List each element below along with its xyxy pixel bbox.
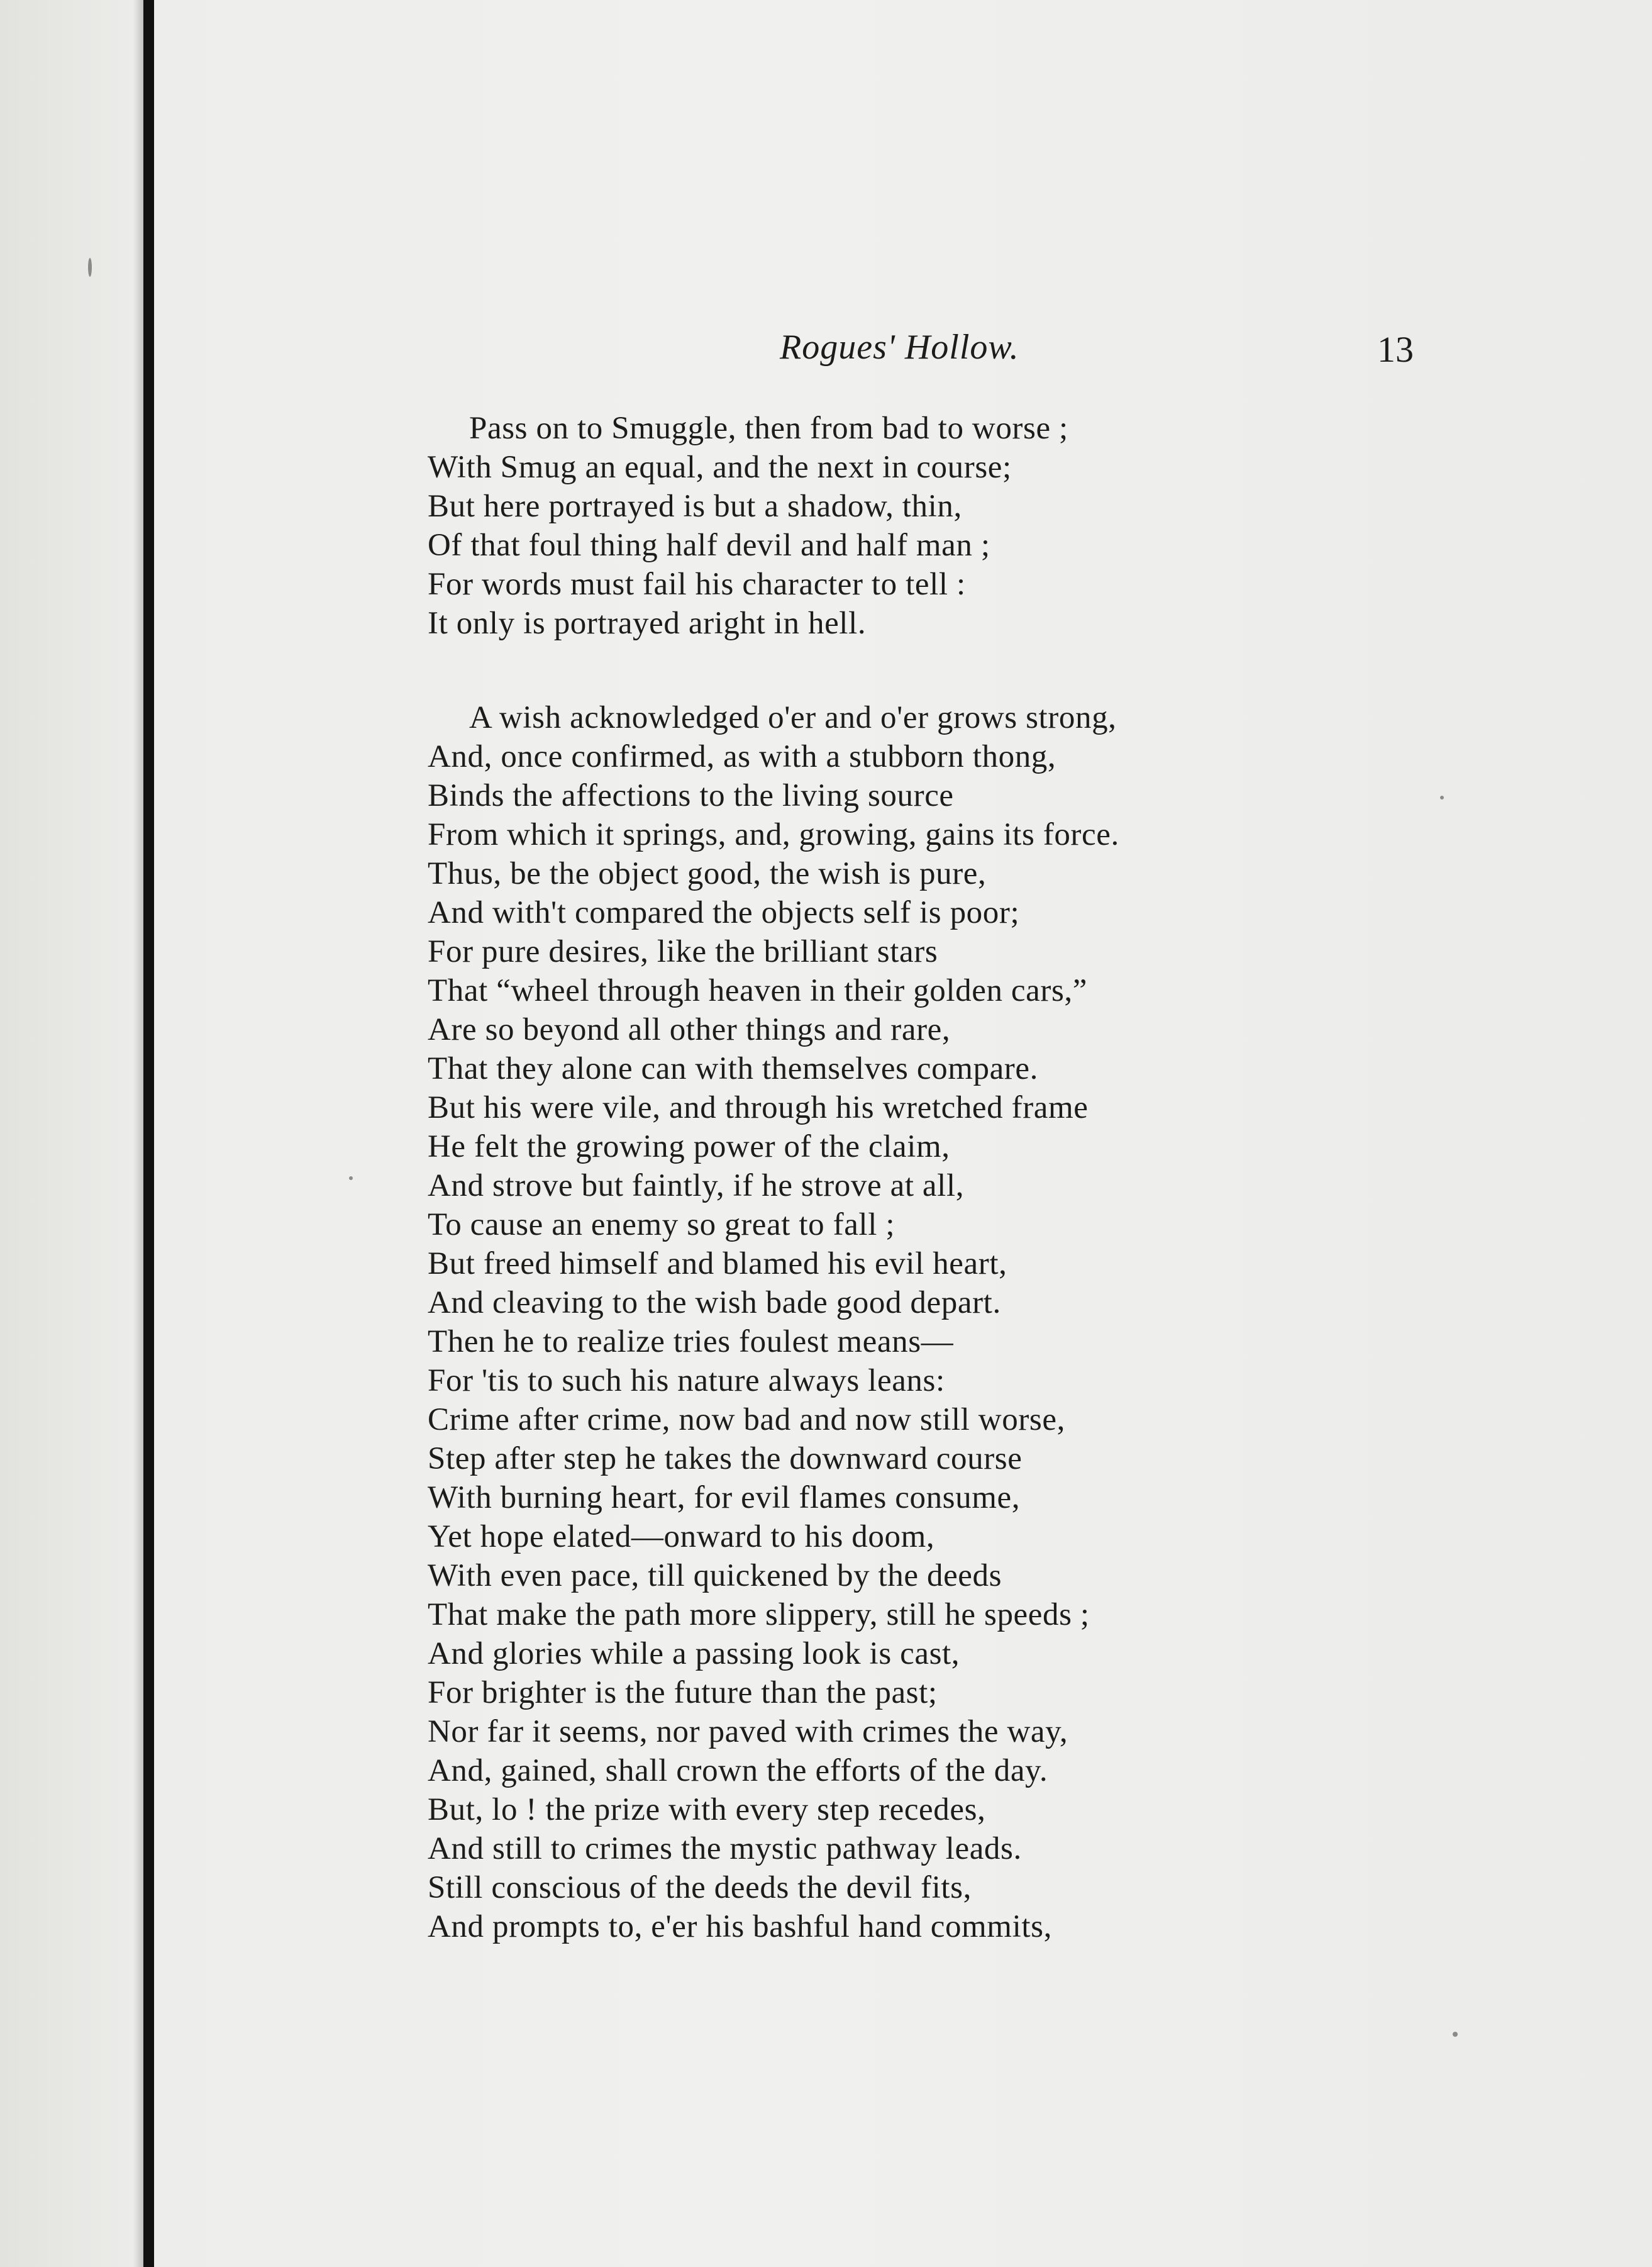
verse-line: And strove but faintly, if he strove at all, [428,1168,965,1203]
verse-line: It only is portrayed aright in hell. [428,606,867,641]
verse-line: With burning heart, for evil flames consume, [428,1480,1021,1515]
verse-line: Yet hope elated—onward to his doom, [428,1519,935,1554]
verse-line: That they alone can with themselves compare. [428,1051,1038,1086]
verse-line: That “wheel through heaven in their golden cars,” [428,973,1088,1008]
running-head: Rogues' Hollow. [780,328,1019,367]
verse-line: And with't compared the objects self is poor; [428,895,1020,930]
stanza-1 [428,409,1068,643]
verse-line: Nor far it seems, nor paved with crimes the way, [428,1714,1068,1749]
page-number: 13 [1377,329,1414,370]
book-spine-edge [143,0,154,2267]
verse-line: Binds the affections to the living source [428,778,954,813]
verse-line: And, once confirmed, as with a stubborn thong, [428,739,1056,774]
verse-line: For 'tis to such his nature always leans: [428,1363,945,1398]
verse-line: For brighter is the future than the past; [428,1675,938,1710]
paper-speck [88,258,92,277]
verse-line: A wish acknowledged o'er and o'er grows strong, [469,700,1117,735]
verse-line: Step after step he takes the downward course [428,1441,1023,1476]
verse-line: Pass on to Smuggle, then from bad to worse ; [469,411,1068,446]
binding-shadow [133,0,143,2267]
verse-line: He felt the growing power of the claim, [428,1129,950,1164]
verse-line: Are so beyond all other things and rare, [428,1012,951,1047]
stanza-2 [428,698,1119,1946]
verse-line: For pure desires, like the brilliant stars [428,934,938,969]
verse-line: Still conscious of the deeds the devil fits, [428,1870,972,1905]
verse-line: But here portrayed is but a shadow, thin, [428,489,962,524]
verse-line: Thus, be the object good, the wish is pure, [428,856,987,891]
verse-line: With even pace, till quickened by the deeds [428,1558,1002,1593]
verse-line: But his were vile, and through his wretched frame [428,1090,1089,1125]
paper-speck [1440,796,1444,799]
verse-line: But freed himself and blamed his evil heart, [428,1246,1007,1281]
paper-speck [1453,2032,1458,2037]
verse-line: And prompts to, e'er his bashful hand commits, [428,1909,1052,1944]
verse-line: But, lo ! the prize with every step recedes, [428,1792,986,1827]
verse-line: From which it springs, and, growing, gains its force. [428,817,1119,852]
verse-line: And, gained, shall crown the efforts of the day. [428,1753,1048,1788]
verse-line: And still to crimes the mystic pathway leads. [428,1831,1022,1866]
verse-line: Crime after crime, now bad and now still worse, [428,1402,1065,1437]
verse-line: With Smug an equal, and the next in course; [428,450,1012,485]
verse-line: And glories while a passing look is cast, [428,1636,960,1671]
verse-line: Of that foul thing half devil and half man ; [428,528,990,563]
paper-speck [349,1176,353,1180]
verse-line: To cause an enemy so great to fall ; [428,1207,895,1242]
verse-line: For words must fail his character to tell : [428,567,966,602]
verse-line: That make the path more slippery, still he speeds ; [428,1597,1090,1632]
verse-line: Then he to realize tries foulest means— [428,1324,954,1359]
verse-line: And cleaving to the wish bade good depart. [428,1285,1001,1320]
